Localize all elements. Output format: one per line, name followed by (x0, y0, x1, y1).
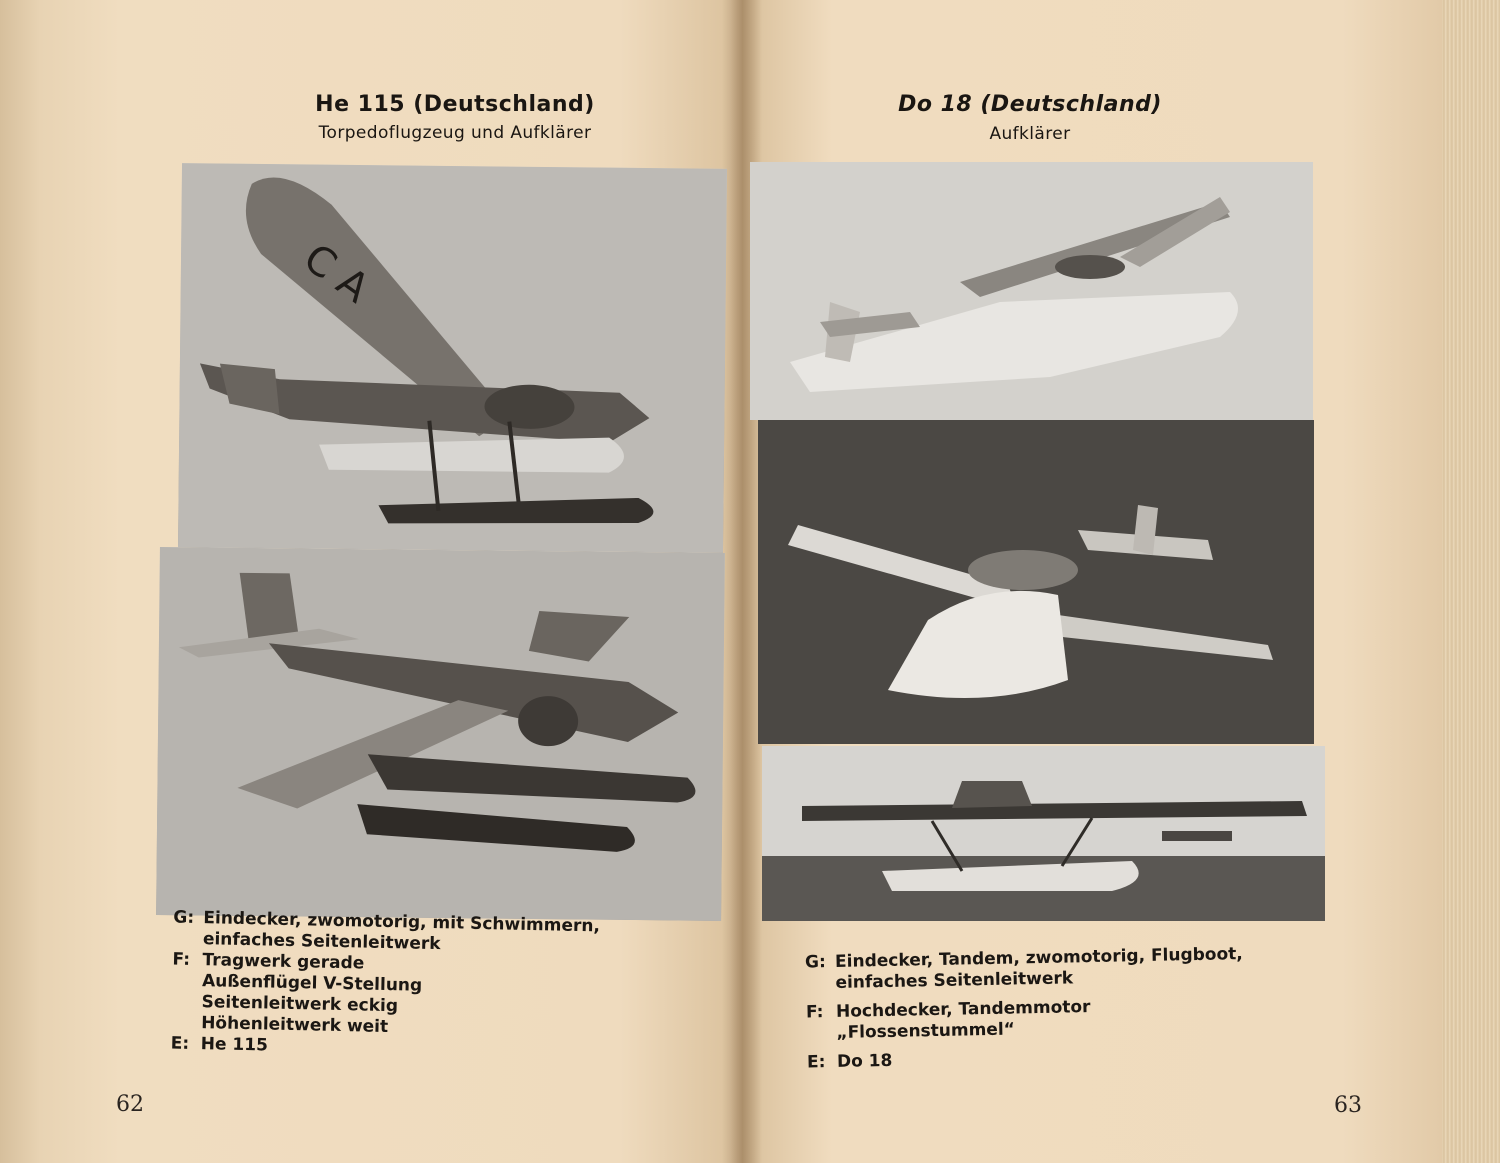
he115-photo-top (178, 163, 727, 553)
legend-line: Außenflügel V-Stellung (201, 971, 423, 996)
left-legend (171, 908, 604, 1064)
legend-key: E: (170, 1033, 190, 1054)
page-edges (1442, 0, 1500, 1163)
left-page-subtitle: Torpedoflugzeug und Aufklärer (318, 123, 592, 143)
legend-line: Tragwerk gerade (202, 950, 365, 974)
legend-line: He 115 (200, 1034, 269, 1056)
right-legend-f (806, 993, 1277, 1044)
legend-line: Eindecker, Tandem, zwomotorig, Flugboot, (834, 944, 1243, 972)
right-page-subtitle: Aufklärer (989, 124, 1071, 144)
right-page-title: Do 18 (Deutschland) (898, 92, 1162, 117)
legend-line: einfaches Seitenleitwerk (835, 968, 1074, 993)
he115-seaplane-illustration-2 (156, 547, 725, 921)
right-legend (805, 943, 1277, 1073)
legend-key: F: (172, 949, 191, 970)
do18-flyingboat-illustration (750, 162, 1313, 420)
legend-line: Hochdecker, Tandemmotor (835, 997, 1091, 1022)
legend-line: „Flossenstummel“ (836, 1019, 1016, 1043)
do18-on-water-illustration (762, 746, 1325, 921)
legend-key: G: (173, 907, 195, 928)
legend-key: E: (806, 1052, 826, 1073)
do18-photo-bottom (762, 746, 1325, 921)
legend-key: G: (804, 952, 827, 973)
legend-line: Eindecker, zwomotorig, mit Schwimmern, (203, 908, 601, 937)
do18-photo-top (750, 162, 1313, 420)
do18-photo-middle (758, 420, 1314, 744)
he115-seaplane-illustration (178, 163, 727, 553)
right-legend-g (805, 943, 1276, 994)
left-page-number: 62 (116, 1092, 144, 1117)
legend-line: Höhenleitwerk weit (200, 1013, 389, 1038)
left-legend-f (171, 950, 603, 1043)
do18-flyingboat-illustration-2 (758, 420, 1314, 744)
legend-key: F: (805, 1002, 824, 1023)
legend-line: Seitenleitwerk eckig (201, 992, 399, 1017)
he115-photo-bottom (156, 547, 725, 921)
legend-line: einfaches Seitenleitwerk (202, 929, 441, 955)
legend-line: Do 18 (836, 1050, 893, 1072)
left-page-title: He 115 (Deutschland) (315, 92, 595, 117)
svg-text:C A: C A (295, 235, 378, 313)
right-page-number: 63 (1334, 1093, 1362, 1118)
